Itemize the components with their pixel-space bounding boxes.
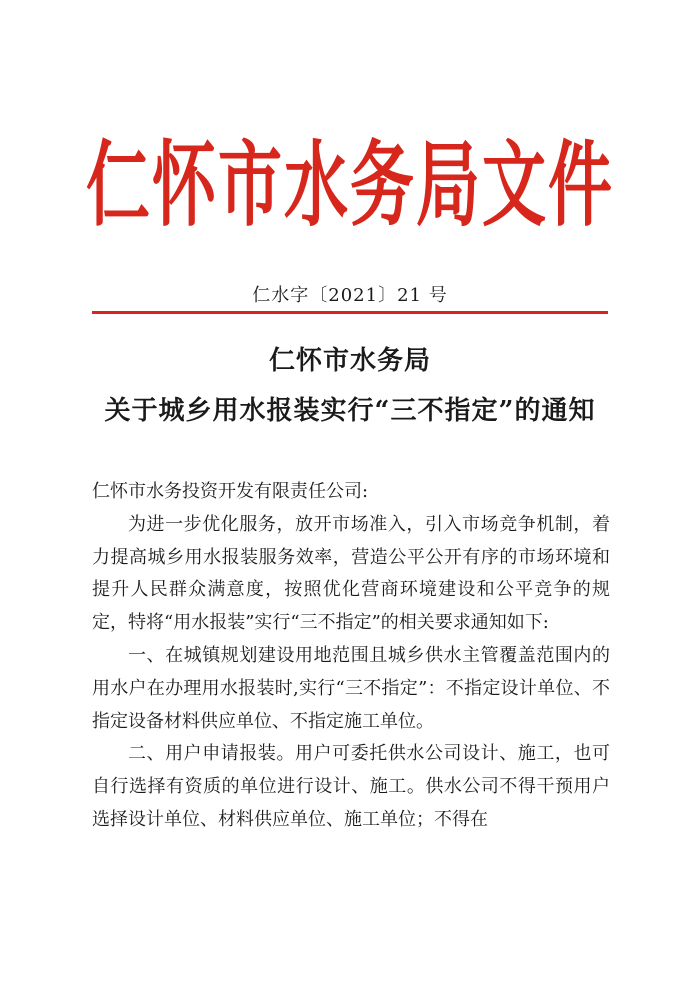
notice-title-issuer: 仁怀市水务局: [268, 346, 431, 376]
document-number: 仁水字〔2021〕21 号: [252, 285, 448, 306]
addressee: 仁怀市水务投资开发有限责任公司:: [92, 481, 369, 502]
notice-title-subject: 关于城乡用水报装实行“三不指定”的通知: [104, 396, 596, 426]
body-paragraph-intro: 为进一步优化服务，放开市场准入，引入市场竞争机制，着力提高城乡用水报装服务效率，营造公平公开有序的市场环境和提升人民群众满意度，按照优化营商环境建设和公平竞争的规定，特将“用水报装”实行“三不指定”的相关要求通知如下:: [92, 513, 610, 634]
red-divider: [92, 311, 608, 314]
document-masthead: 仁怀市水务局文件: [86, 132, 614, 241]
body-paragraph-item-1: 一、在城镇规划建设用地范围且城乡供水主管覆盖范围内的用水户在办理用水报装时,实行“三不指定”：不指定设计单位、不指定设备材料供应单位、不指定施工单位。: [92, 644, 610, 732]
notice-body: [92, 476, 610, 837]
body-paragraph-item-2: 二、用户申请报装。用户可委托供水公司设计、施工，也可自行选择有资质的单位进行设计、施工。供水公司不得干预用户选择设计单位、材料供应单位、施工单位；不得在: [92, 743, 610, 830]
